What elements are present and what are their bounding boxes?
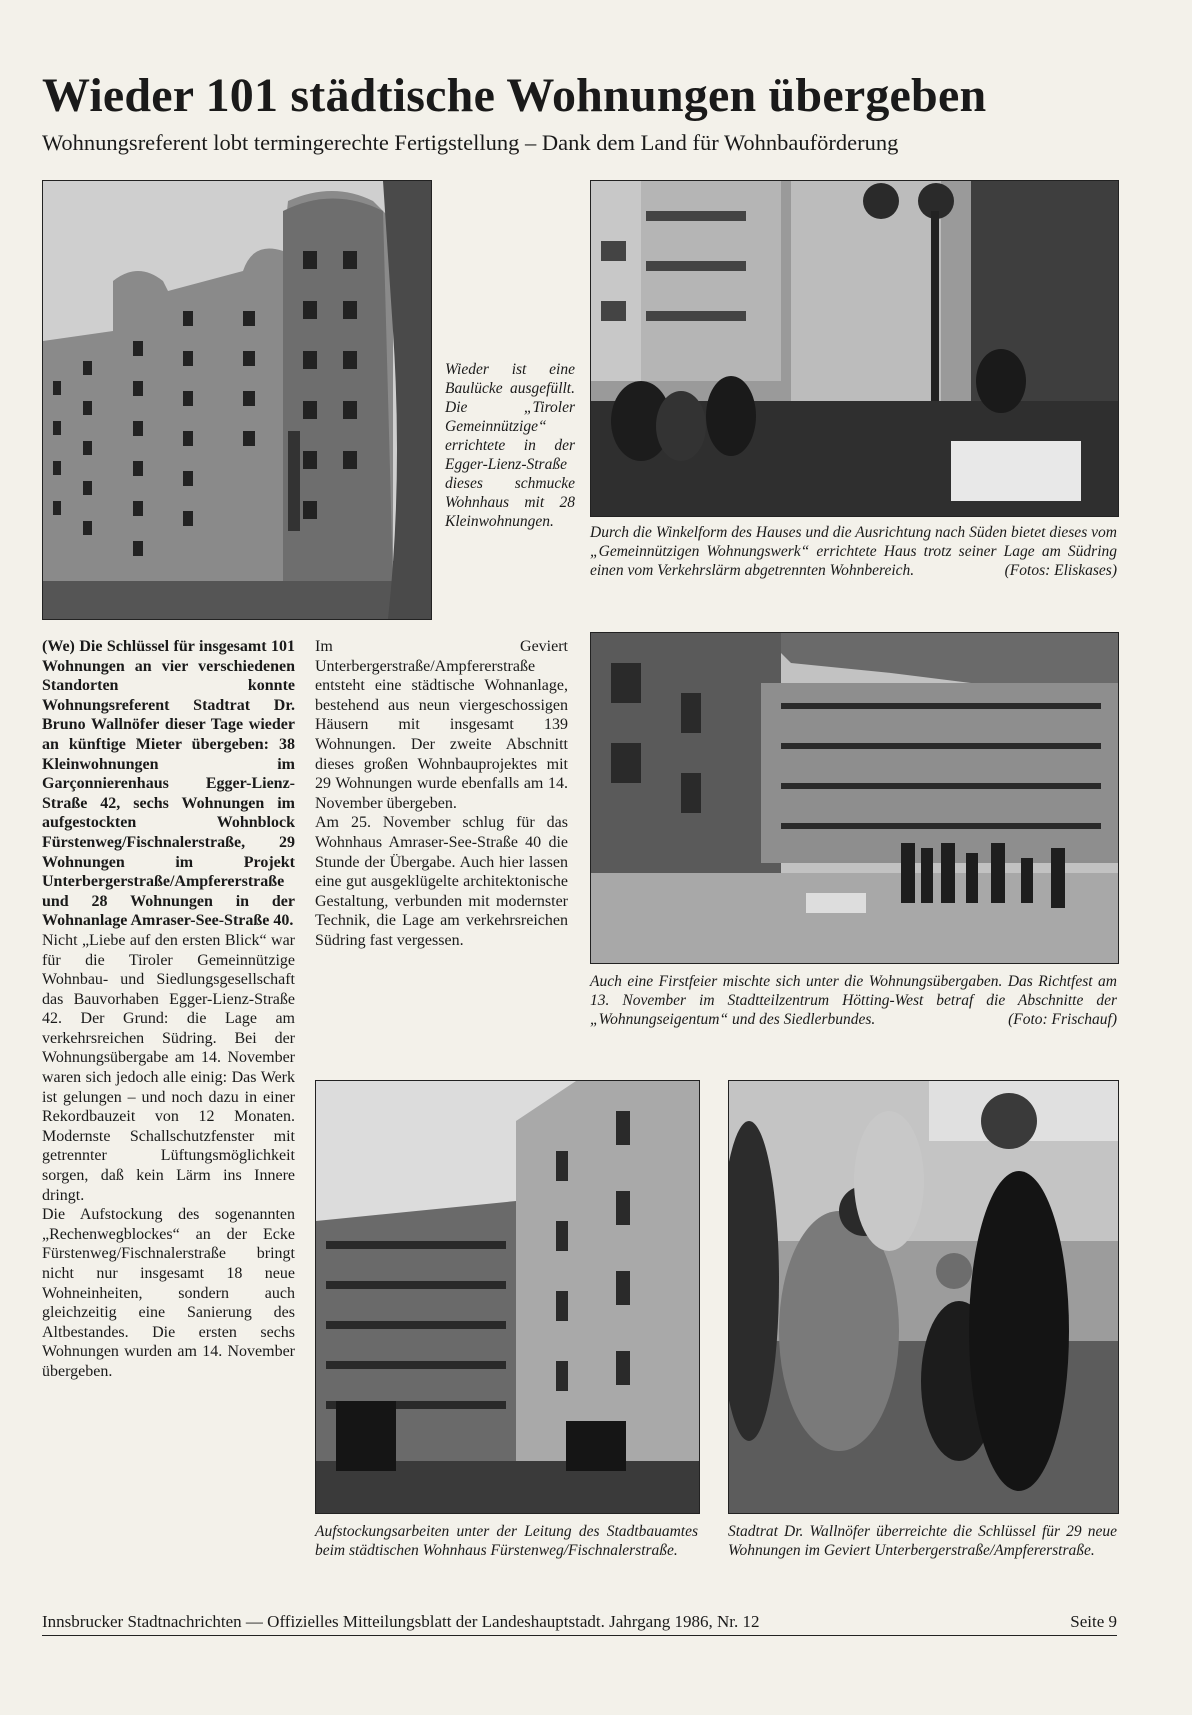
photo-building-egger-lienz [42,180,432,620]
subheadline: Wohnungsreferent lobt termingerechte Fertigstellung – Dank dem Land für Wohnbauförderung [42,130,899,155]
footer-page-number: Seite 9 [1070,1612,1117,1631]
article-paragraph: Am 25. November schlug für das Wohnhaus Amraser-See-Straße 40 die Stunde der Übergabe. Auch hier lassen eine gut ausgeklügelte architektonische Gestaltung, verbunden mit modernster Technik, die Lage am verkehrsreichen Südring fast vergessen. [315,814,568,949]
photo-raising-fuerstenweg [315,1080,700,1514]
article-paragraph: Im Geviert Unterbergerstraße/Ampfererstraße entsteht eine städtische Wohnanlage, bestehend aus neun viergeschossigen Häusern mit insgesamt 139 Wohnungen. Der zweite Abschnitt dieses großen Wohnbauprojektes mit 29 Wohnungen wurde ebenfalls am 14. November übergeben. [315,638,568,812]
caption-photo3 [590,972,1117,1029]
article-column-1 [42,637,295,1382]
photo-topping-out-site [590,632,1119,964]
caption-photo2-text: Durch die Winkelform des Hauses und die Ausrichtung nach Süden bietet dieses vom „Gemeinnützigen Wohnungswerk“ errichtete Haus trotz seiner Lage am Südring einen vom Verkehrslärm abgetrennten Wohnbereich. [590,524,1117,579]
caption-photo1: Wieder ist eine Baulücke ausgefüllt. Die „Tiroler Gemeinnützige“ errichtete in der Egger-Lienz-Straße dieses schmucke Wohnhaus mit 28 Kleinwohnungen. [445,361,575,530]
page-footer [42,1612,1117,1636]
caption-photo3-text: Auch eine Firstfeier mischte sich unter die Wohnungsübergaben. Das Richtfest am 13. November im Stadtteilzentrum Hötting-West betraf die Abschnitte der „Wohnungseigentum“ und des Siedlerbundes. [590,973,1117,1028]
caption-photo2 [590,523,1117,580]
footer-publication: Innsbrucker Stadtnachrichten — Offizielles Mitteilungsblatt der Landeshauptstadt. Jahrgang 1986, Nr. 12 [42,1612,760,1631]
photo-key-handover-child [728,1080,1119,1514]
caption-photo5: Stadtrat Dr. Wallnöfer überreichte die Schlüssel für 29 neue Wohnungen im Geviert Unterbergerstraße/Ampfererstraße. [728,1523,1117,1559]
article-column-2 [315,637,568,951]
caption-photo2-credit: (Fotos: Eliskases) [1004,562,1117,579]
caption-photo4: Aufstockungsarbeiten unter der Leitung des Stadtbauamtes beim städtischen Wohnhaus Fürstenweg/Fischnalerstraße. [315,1523,698,1559]
photo-handover-ceremony [590,180,1119,517]
caption-photo3-credit: (Foto: Frischauf) [1008,1011,1117,1028]
article-paragraph: Nicht „Liebe auf den ersten Blick“ war für die Tiroler Gemeinnützige Wohnbau- und Siedlungsgesellschaft das Bauvorhaben Egger-Lienz-Straße 42. Der Grund: die Lage am verkehrsreichen Südring. Bei der Wohnungsübergabe am 14. November waren sich jedoch alle einig: Das Werk ist gelungen – und noch dazu in einer Rekordbauzeit von 12 Monaten. Modernste Schallschutzfenster mit getrennter Lüftungsmöglichkeit sorgen, daß kein Lärm ins Innere dringt. [42,931,295,1204]
article-paragraph: Die Aufstockung des sogenannten „Rechenwegblockes“ an der Ecke Fürstenweg/Fischnalerstraße bringt nicht nur insgesamt 18 neue Wohneinheiten, sondern auch gleichzeitig eine Sanierung des Altbestandes. Die ersten sechs Wohnungen wurden am 14. November übergeben. [42,1206,295,1380]
article-lead: (We) Die Schlüssel für insgesamt 101 Wohnungen an vier verschiedenen Standorten konnte Wohnungsreferent Stadtrat Dr. Bruno Wallnöfer dieser Tage wieder an künftige Mieter übergeben: 38 Kleinwohnungen im Garçonnierenhaus Egger-Lienz-Straße 42, sechs Wohnungen im aufgestockten Wohnblock Fürstenweg/Fischnalerstraße, 29 Wohnungen im Projekt Unterbergerstraße/Ampfererstraße und 28 Wohnungen in der Wohnanlage Amraser-See-Straße 40. [42,638,295,930]
headline: Wieder 101 städtische Wohnungen übergeben [42,69,987,122]
